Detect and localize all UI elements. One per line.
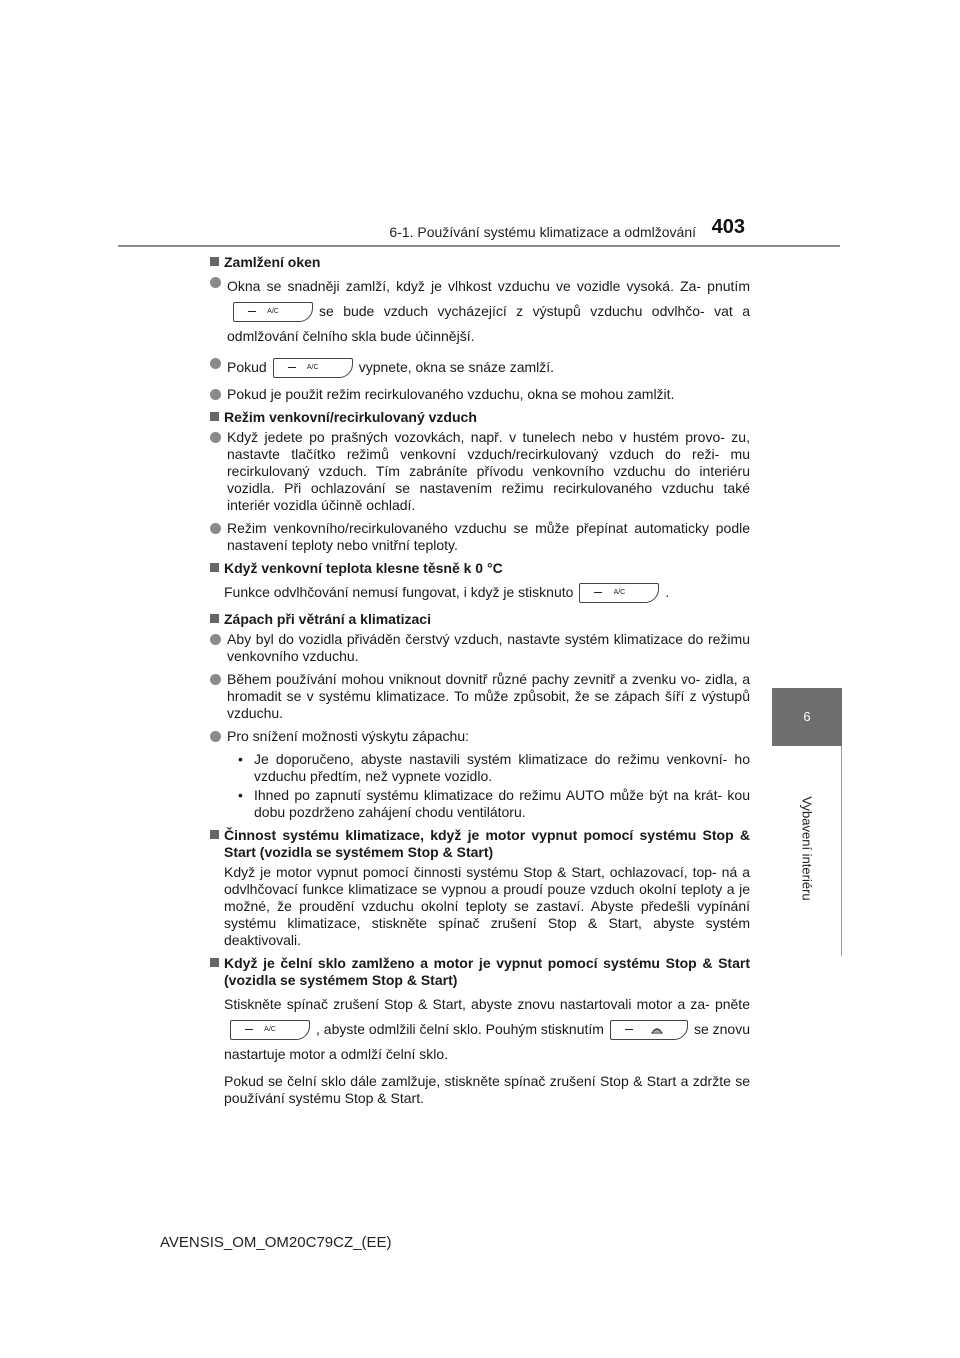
ac-button-icon: A/C [233, 302, 313, 322]
list-item: Aby byl do vozidla přiváděn čerstvý vzduch, nastavte systém klimatizace do režimu venkovního vzduchu. [210, 631, 750, 665]
ac-button-icon: A/C [273, 358, 353, 378]
square-bullet-icon [210, 830, 219, 839]
section-heading: Zápach při větrání a klimatizaci [210, 611, 750, 628]
ac-button-icon: A/C [230, 1020, 310, 1040]
page-header [118, 212, 840, 246]
section-heading: Režim venkovní/recirkulovaný vzduch [210, 409, 750, 426]
paragraph: Stiskněte spínač zrušení Stop & Start, abyste znovu nastartovali motor a za- pněte A/C , abyste odmlžili čelní sklo. Pouhým stisknutím se znovu nastartuje motor a odmlží čelní sklo. [224, 996, 750, 1062]
circle-bullet-icon [210, 634, 221, 645]
square-bullet-icon [210, 412, 219, 421]
circle-bullet-icon [210, 523, 221, 534]
section-odor [210, 611, 750, 821]
circle-bullet-icon [210, 432, 221, 443]
paragraph: Funkce odvlhčování nemusí fungovat, i když je stisknuto A/C . [210, 580, 750, 605]
paragraph: Když je motor vypnut pomocí činnosti systému Stop & Start, ochlazovací, top- ná a odvlhčovací funkce klimatizace se vypnou a proudí pouze vzduch okolní teploty a je možné, že proudění vzduchu okolní teploty se zastaví. Abyste předešli vypínání systému klimatizace, stiskněte spínač zrušení Stop & Start, abyste systém deaktivovali. [224, 864, 750, 948]
list-item: Když jedete po prašných vozovkách, např. v tunelech nebo v hustém provo- zu, nastavte tlačítko režimů venkovní vzduch/recirkulovaný vzduch do reži- mu recirkulovaný vzduch. Tím zabráníte přívodu venkovního vzduchu do interiéru vozidla. Při ochlazování se nastavením režimu recirkulovaného vzduchu také interiér vozidla účinně ochladí. [210, 429, 750, 514]
list-item: Během používání mohou vniknout dovnitř různé pachy zevnitř a zvenku vo- zidla, a hromadit se v systému klimatizace. To může způsobit, že se zápach šíří z výstupů vzduchu. [210, 671, 750, 722]
circle-bullet-icon [210, 389, 221, 400]
section-stop-start-ac [210, 827, 750, 949]
list-item: Pokud A/C vypnete, okna se snáze zamlží. [210, 355, 750, 380]
section-title: 6-1. Používání systému klimatizace a odmlžování [389, 224, 696, 240]
section-heading: Když je čelní sklo zamlženo a motor je vypnut pomocí systému Stop & Start (vozidla se systémem Stop & Start) [210, 955, 750, 989]
list-item: Okna se snadněji zamlží, když je vlhkost vzduchu ve vozidle vysoká. Za- pnutím A/C se bude vzduch vycházející z výstupů vzduchu odvlhčo- vat a odmlžování čelního skla bude účinnější. [210, 274, 750, 349]
square-bullet-icon [210, 257, 219, 266]
list-item: Režim venkovního/recirkulovaného vzduchu se může přepínat automaticky podle nastavení teploty nebo vnitřní teploty. [210, 520, 750, 554]
circle-bullet-icon [210, 674, 221, 685]
section-window-fogging [210, 254, 750, 403]
ac-button-icon: A/C [579, 583, 659, 603]
list-item: Pokud je použit režim recirkulovaného vzduchu, okna se mohou zamlžit. [210, 386, 750, 403]
section-heading: Zamlžení oken [210, 254, 750, 271]
windshield-defroster-button-icon [610, 1020, 688, 1040]
circle-bullet-icon [210, 277, 221, 288]
section-low-temperature [210, 560, 750, 605]
square-bullet-icon [210, 614, 219, 623]
paragraph: Pokud se čelní sklo dále zamlžuje, stiskněte spínač zrušení Stop & Start a zdržte se používání systému Stop & Start. [224, 1073, 750, 1106]
section-stop-start-windshield [210, 955, 750, 1107]
sub-list-item: • Ihned po zapnutí systému klimatizace do režimu AUTO může být na krát- kou dobu pozdrženo zahájení chodu ventilátoru. [238, 787, 750, 820]
list-item: Pro snížení možnosti výskytu zápachu: [210, 728, 750, 745]
chapter-tab-number: 6 [772, 688, 842, 746]
chapter-tab-rule [841, 746, 842, 956]
document-code: AVENSIS_OM_OM20C79CZ_(EE) [160, 1234, 392, 1251]
circle-bullet-icon [210, 731, 221, 742]
sub-list-item: • Je doporučeno, abyste nastavili systém klimatizace do režimu venkovní- ho vzduchu předtím, než vypnete vozidlo. [238, 751, 750, 784]
section-heading: Činnost systému klimatizace, když je motor vypnut pomocí systému Stop & Start (vozidla se systémem Stop & Start) [210, 827, 750, 861]
square-bullet-icon [210, 958, 219, 967]
section-air-mode [210, 409, 750, 554]
circle-bullet-icon [210, 358, 221, 369]
square-bullet-icon [210, 563, 219, 572]
chapter-tab-label: Vybavení interiéru [799, 795, 815, 901]
page-number: 403 [711, 216, 745, 238]
section-heading: Když venkovní teplota klesne těsně k 0 °C [210, 560, 750, 577]
main-content [210, 254, 750, 1113]
header-rule [118, 245, 840, 247]
